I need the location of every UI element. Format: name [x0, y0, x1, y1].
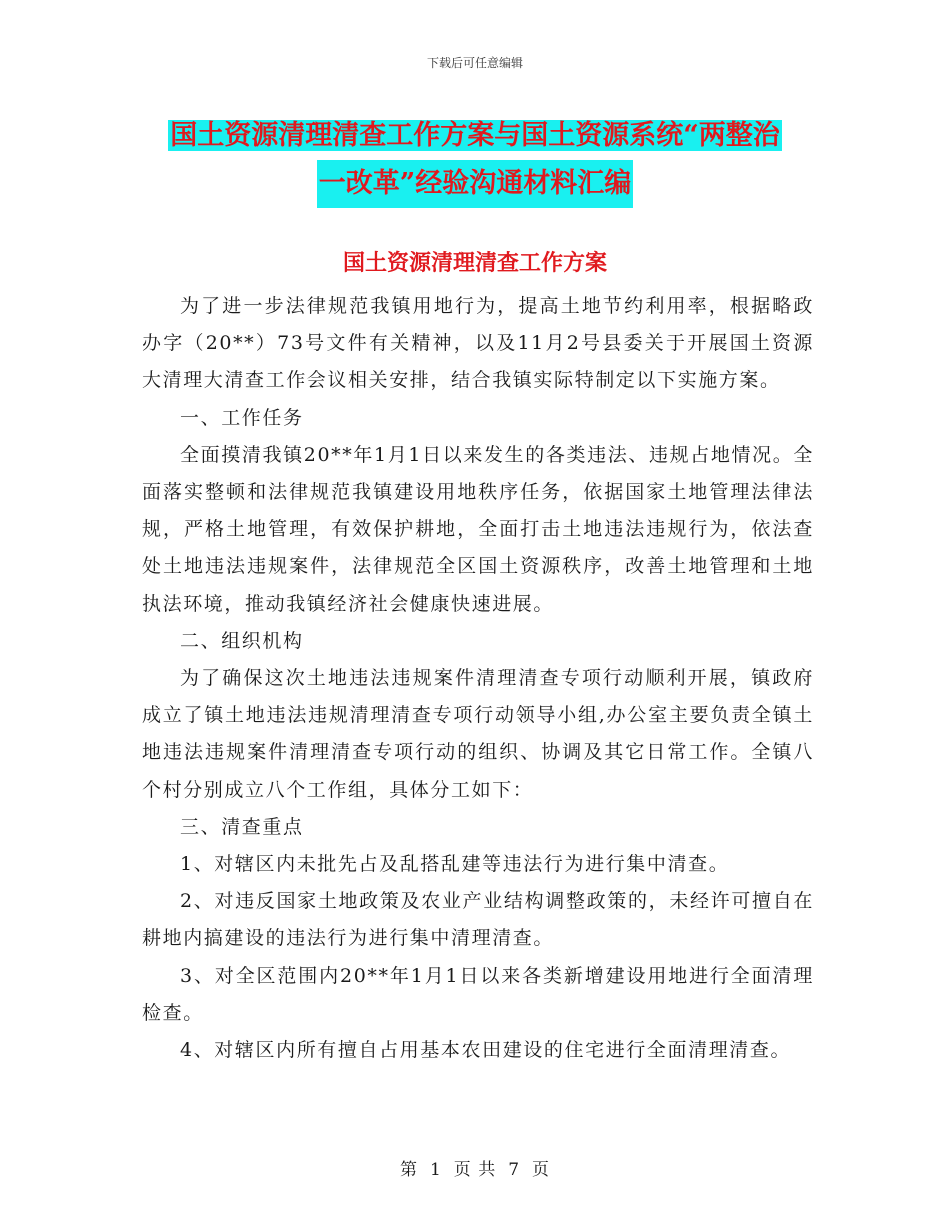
- paragraph: 为了确保这次土地违法违规案件清理清查专项行动顺利开展，镇政府成立了镇土地违法违规清理清查专项行动领导小组,办公室主要负责全镇土地违法违规案件清理清查专项行动的组织、协调及其它日常工作。全镇八个村分别成立八个工作组，具体分工如下：: [142, 667, 814, 801]
- paragraph: 为了进一步法律规范我镇用地行为，提高土地节约利用率，根据略政办字（20**）73号文件有关精神，以及11月2号县委关于开展国土资源大清理大清查工作会议相关安排，结合我镇实际特制定以下实施方案。: [142, 295, 814, 392]
- page-label-prefix: 第: [399, 1160, 418, 1180]
- total-pages: 7: [508, 1160, 521, 1180]
- main-title-line2: 一改革”经验沟通材料汇编: [317, 160, 634, 208]
- page-number: 1: [429, 1160, 442, 1180]
- list-item: 3、对全区范围内20**年1月1日以来各类新增建设用地进行全面清理检查。: [142, 964, 814, 1024]
- section-heading: 一、工作任务: [180, 406, 304, 429]
- list-item: 1、对辖区内未批先占及乱搭乱建等违法行为进行集中清查。: [180, 853, 730, 876]
- page-label-mid: 页 共: [453, 1160, 497, 1180]
- page-label-suffix: 页: [532, 1160, 551, 1180]
- main-title-line1: 国土资源清理清查工作方案与国土资源系统“两整治: [170, 120, 780, 151]
- header-note: 下载后可任意编辑: [426, 56, 523, 70]
- list-item: 2、对违反国家土地政策及农业产业结构调整政策的，未经许可擅自在耕地内搞建设的违法行为进行集中清理清查。: [142, 890, 814, 950]
- main-title: [0, 112, 950, 208]
- section-heading: 二、组织机构: [180, 629, 304, 652]
- body-text: [142, 288, 814, 1069]
- page-footer: [0, 1155, 950, 1180]
- section-heading: 三、清查重点: [180, 815, 304, 838]
- list-item: 4、对辖区内所有擅自占用基本农田建设的住宅进行全面清理清查。: [180, 1039, 792, 1062]
- paragraph: 全面摸清我镇20**年1月1日以来发生的各类违法、违规占地情况。全面落实整顿和法律规范我镇建设用地秩序任务，依据国家土地管理法律法规，严格土地管理，有效保护耕地，全面打击土地违法违规行为，依法查处土地违法违规案件，法律规范全区国土资源秩序，改善土地管理和土地执法环境，推动我镇经济社会健康快速进展。: [142, 443, 814, 615]
- section-title: 国土资源清理清查工作方案: [342, 250, 607, 276]
